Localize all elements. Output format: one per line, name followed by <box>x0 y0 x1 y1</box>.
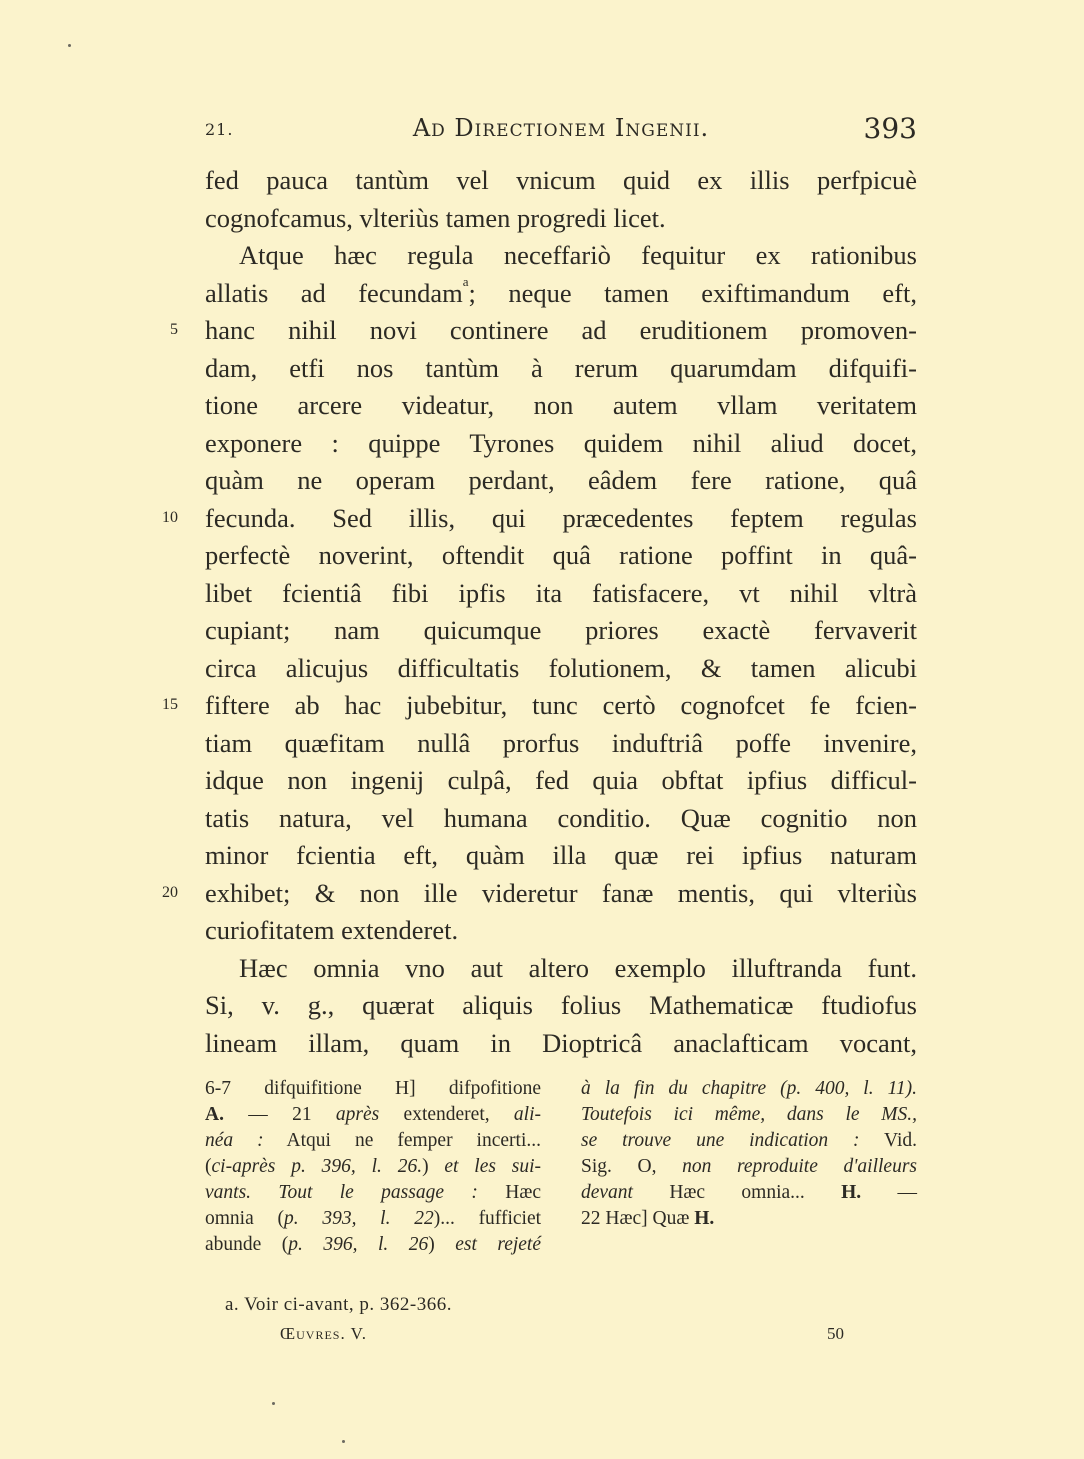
line-number: 5 <box>170 321 178 338</box>
text-line: dam, etfi nos tantùm à rerum quarumdam difquifi- <box>205 352 917 383</box>
text-line: tione arcere videatur, non autem vllam veritatem <box>205 390 917 420</box>
text-line: fecunda. Sed illis, qui præcedentes feptem regulas <box>205 502 917 533</box>
paper-speck <box>272 1402 275 1405</box>
signature-title: Œuvres. V. <box>280 1324 367 1343</box>
apparatus-line: 6-7 difquifitione H] difpofitione <box>205 1078 541 1099</box>
text-line: Hæc omnia vno aut altero exemplo illuftranda funt. <box>239 952 917 983</box>
text-line: idque non ingenij culpâ, fed quia obftat ipfius difficul- <box>205 765 917 795</box>
chapter-number: 21. <box>205 120 234 139</box>
text-line: hanc nihil novi continere ad eruditionem promoven- <box>205 315 917 345</box>
text-line: lineam illam, quam in Dioptricâ anaclafticam vocant, <box>205 1027 917 1058</box>
footnote-marker: a <box>462 273 469 289</box>
signature-line <box>280 1324 844 1350</box>
footnote: a. Voir ci-avant, p. 362-366. <box>225 1294 452 1315</box>
apparatus-left-column <box>205 1076 541 1258</box>
apparatus-line: se trouve une indication : Vid. <box>581 1130 917 1151</box>
running-head <box>205 114 917 148</box>
apparatus-line: Toutefois ici même, dans le MS., <box>581 1104 917 1125</box>
text-line: cognofcamus, vlteriùs tamen progredi licet. <box>205 202 666 233</box>
paper-speck <box>342 1440 345 1443</box>
main-text <box>205 162 917 1062</box>
line-number: 20 <box>162 883 178 901</box>
apparatus-line: devant Hæc omnia... H. — <box>581 1182 918 1203</box>
text-line: cupiant; nam quicumque priores exactè fervaverit <box>205 615 917 645</box>
apparatus-line: Sig. O, non reproduite d'ailleurs <box>581 1156 917 1177</box>
line-number: 15 <box>162 696 178 713</box>
page-number: 393 <box>863 112 917 145</box>
text-line: fiftere ab hac jubebitur, tunc certò cognofcet fe fcien- <box>205 690 917 720</box>
text-line: exponere : quippe Tyrones quidem nihil aliud docet, <box>205 427 917 458</box>
text-line: tiam quæfitam nullâ prorfus induftriâ poffe invenire, <box>205 727 917 758</box>
text-line: perfectè noverint, oftendit quâ ratione poffint in quâ- <box>205 540 917 570</box>
apparatus-line: omnia (p. 393, l. 22)... fufficiet <box>205 1208 542 1229</box>
apparatus-line: A. — 21 après extenderet, ali- <box>205 1104 542 1125</box>
apparatus-line: vants. Tout le passage : Hæc <box>205 1182 541 1203</box>
apparatus-line: (ci-après p. 396, l. 26.) et les sui- <box>205 1156 541 1177</box>
apparatus-line: 22 Hæc] Quæ H. <box>581 1208 715 1229</box>
apparatus-line: à la fin du chapitre (p. 400, l. 11). <box>581 1078 917 1099</box>
text-line: allatis ad fecundam$^a$; neque tamen exiftimandum eft, <box>205 273 917 308</box>
text-line: circa alicujus difficultatis folutionem, & tamen alicubi <box>205 652 917 683</box>
text-line: Atque hæc regula neceffariò fequitur ex rationibus <box>239 240 917 270</box>
text-line: tatis natura, vel humana conditio. Quæ cognitio non <box>205 802 917 833</box>
text-line: quàm ne operam perdant, eâdem fere ratione, quâ <box>205 465 917 495</box>
text-line: curiofitatem extenderet. <box>205 915 459 945</box>
paper-speck <box>68 44 71 47</box>
apparatus-line: néa : Atqui ne femper incerti... <box>205 1130 541 1151</box>
text-line: fed pauca tantùm vel vnicum quid ex illis perfpicuè <box>205 165 917 195</box>
text-line: Si, v. g., quærat aliquis folius Mathematicæ ftudiofus <box>205 990 917 1020</box>
line-number: 10 <box>162 508 178 526</box>
apparatus-right-column <box>581 1076 917 1232</box>
signature-number: 50 <box>827 1324 844 1343</box>
text-line: exhibet; & non ille videretur fanæ mentis, qui vlteriùs <box>205 877 917 908</box>
text-line: minor fcientia eft, quàm illa quæ rei ipfius naturam <box>205 840 917 870</box>
text-line: libet fcientiâ fibi ipfis ita fatisfacere, vt nihil vltrà <box>205 577 917 608</box>
apparatus-line: abunde (p. 396, l. 26) est rejeté <box>205 1234 541 1255</box>
running-title: Ad Directionem Ingenii. <box>412 114 710 142</box>
